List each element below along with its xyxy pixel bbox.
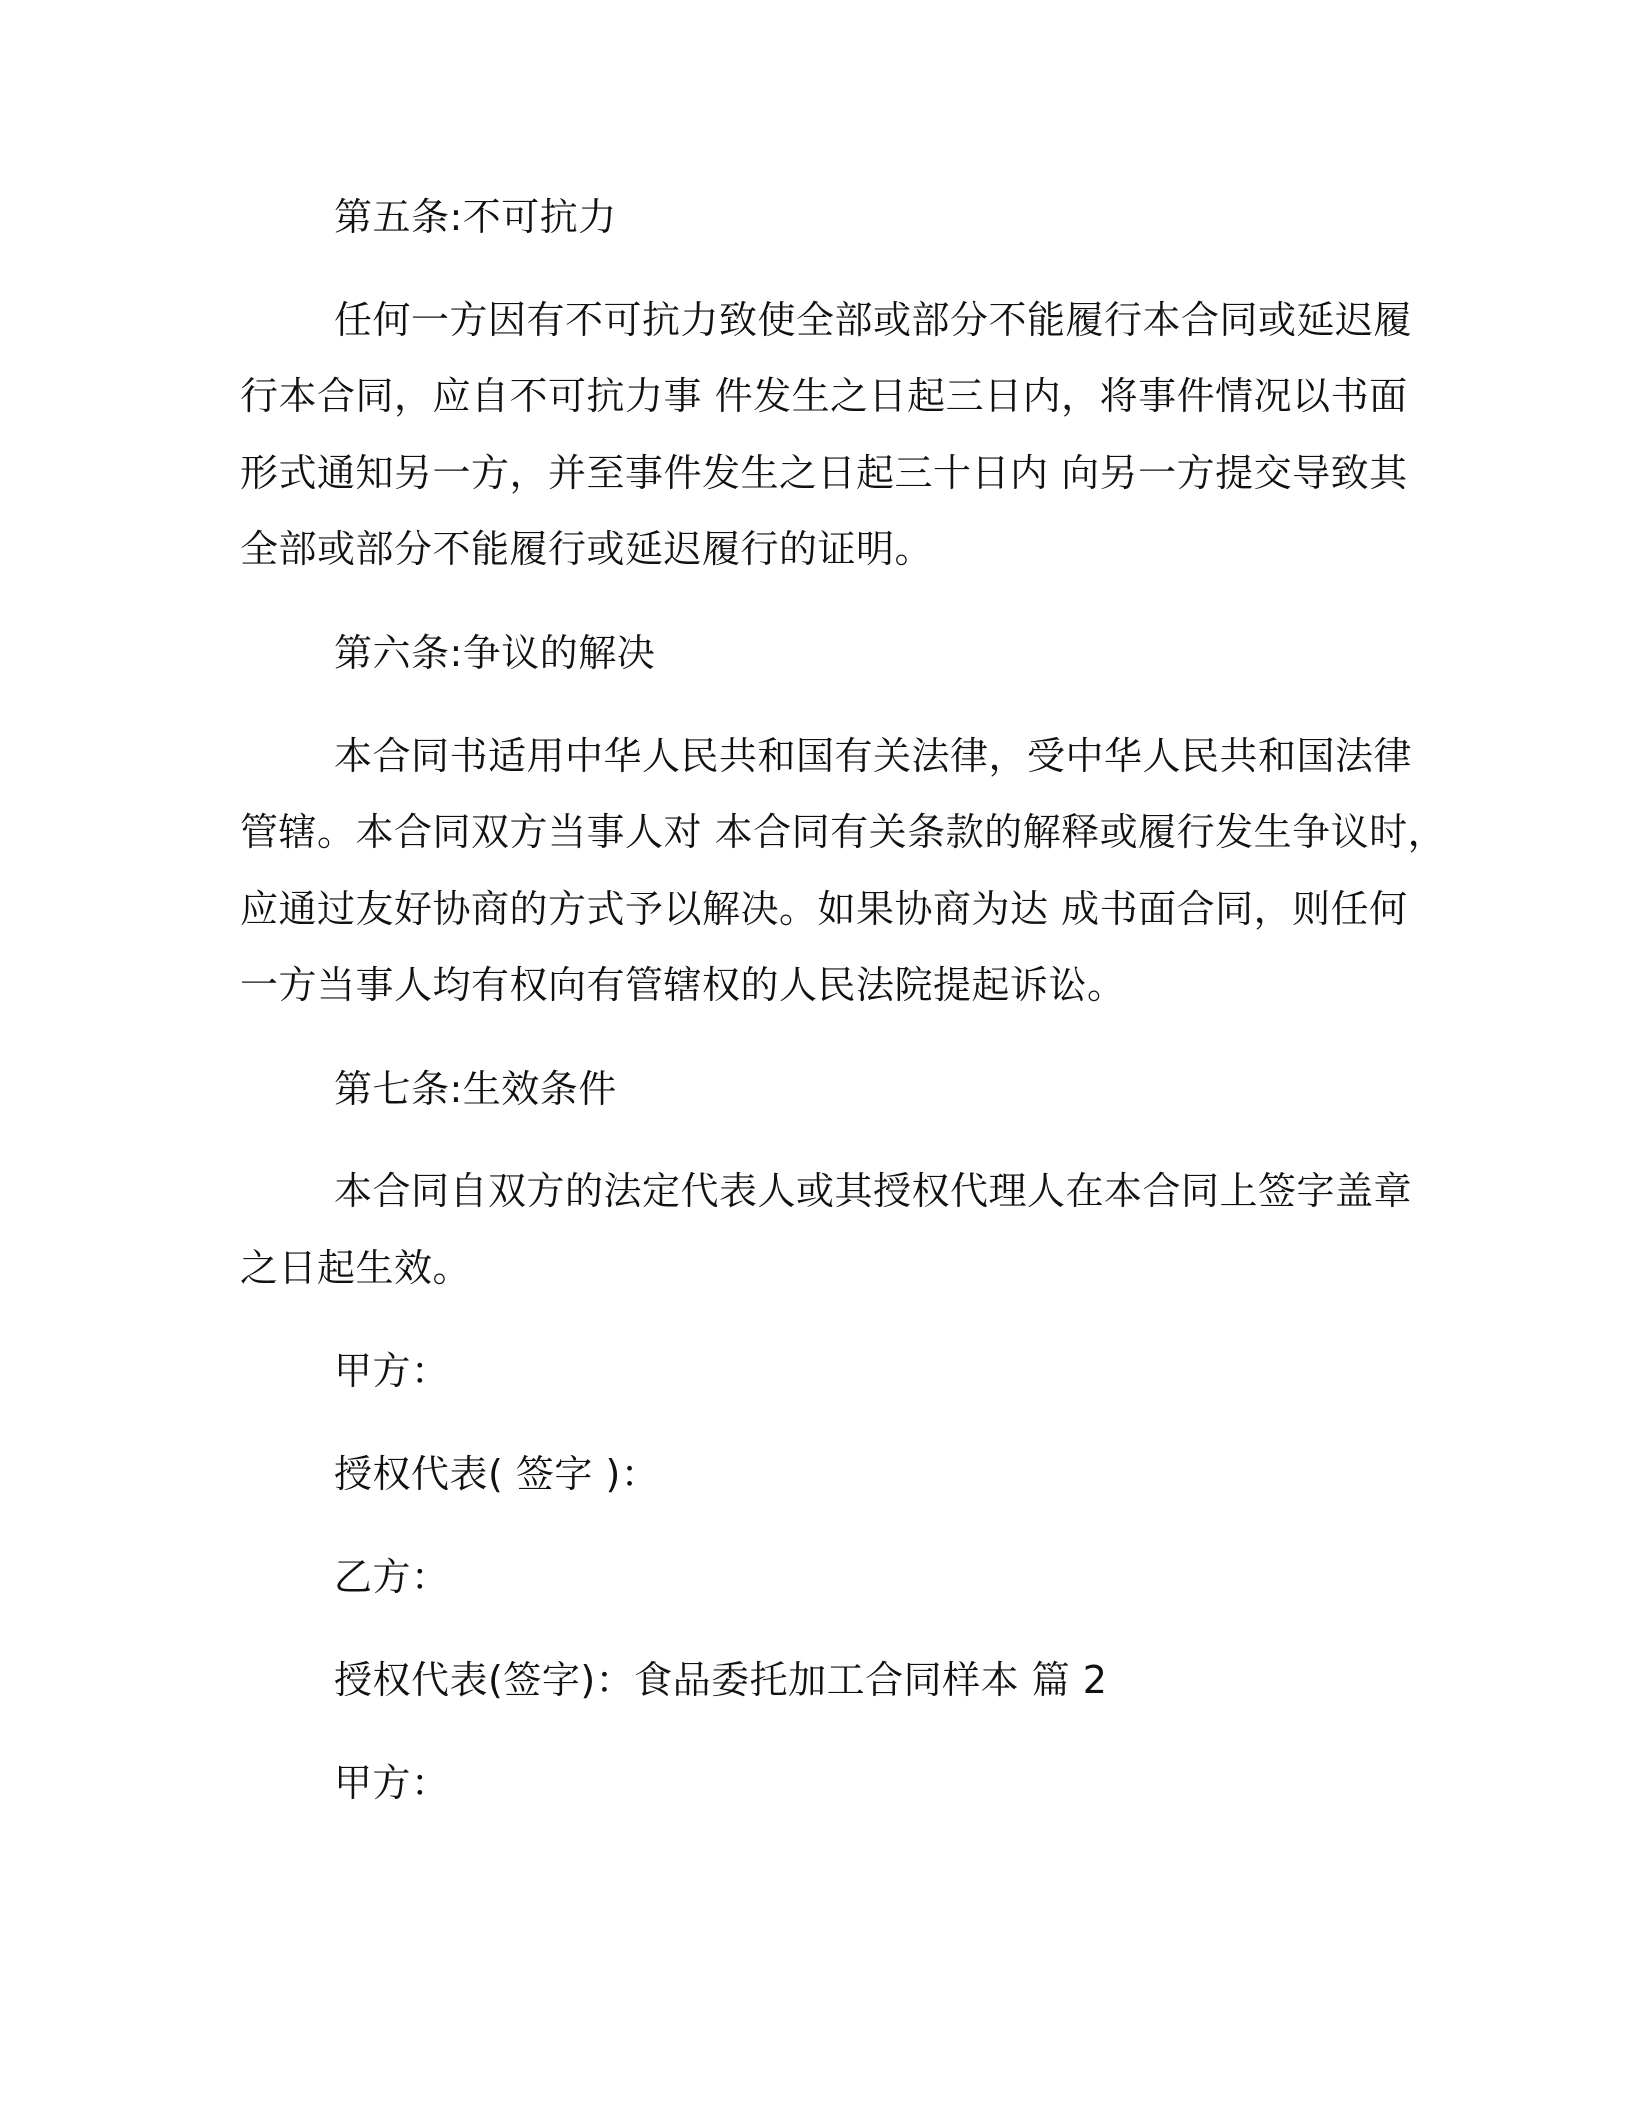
article-5-line-4: 全部或部分不能履行或延迟履行的证明。 (240, 527, 934, 571)
party-a-label-2: 甲方： (334, 1761, 450, 1805)
article-6-heading: 第六条:争议的解决 (334, 631, 656, 675)
article-5-line-1: 任何一方因有不可抗力致使全部或部分不能履行本合同或延迟履 (334, 298, 1413, 342)
article-6-line-1: 本合同书适用中华人民共和国有关法律，受中华人民共和国法律 (334, 734, 1413, 778)
article-7-line-1: 本合同自双方的法定代表人或其授权代理人在本合同上签字盖章 (334, 1169, 1413, 1213)
article-6-line-4: 一方当事人均有权向有管辖权的人民法院提起诉讼。 (240, 963, 1126, 1007)
party-b-representative-label: 授权代表(签字)：食品委托加工合同样本 篇 2 (334, 1658, 1108, 1702)
article-5-heading: 第五条:不可抗力 (334, 195, 617, 239)
party-a-representative-label: 授权代表( 签字 )： (334, 1452, 660, 1496)
article-5-line-3: 形式通知另一方，并至事件发生之日起三十日内 向另一方提交导致其 (240, 451, 1408, 495)
article-7-line-2: 之日起生效。 (240, 1246, 472, 1290)
article-5-line-2: 行本合同，应自不可抗力事 件发生之日起三日内，将事件情况以书面 (240, 374, 1408, 418)
article-7-heading: 第七条:生效条件 (334, 1067, 617, 1111)
party-a-label: 甲方： (334, 1349, 450, 1393)
party-b-label: 乙方： (334, 1555, 450, 1599)
article-6-line-2: 管辖。本合同双方当事人对 本合同有关条款的解释或履行发生争议时， (240, 810, 1447, 854)
article-6-line-3: 应通过友好协商的方式予以解决。如果协商为达 成书面合同，则任何 (240, 887, 1408, 931)
